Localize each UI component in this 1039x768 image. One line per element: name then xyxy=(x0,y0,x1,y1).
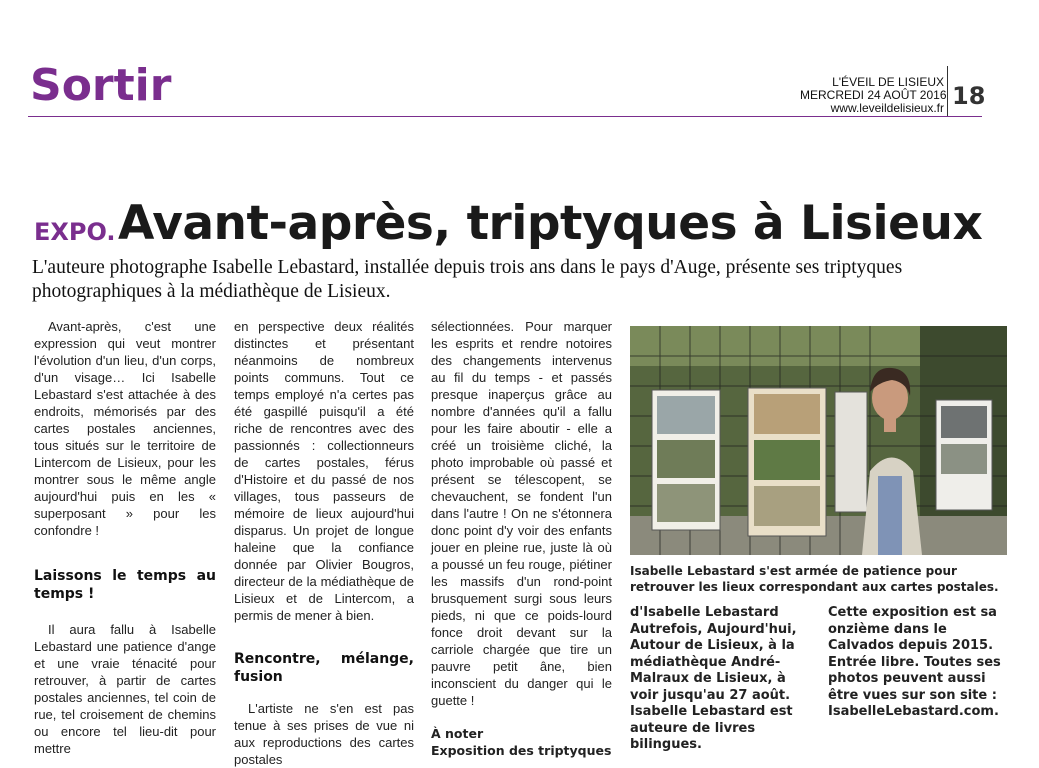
issue-date: MERCREDI 24 AOÛT 2016 xyxy=(800,88,947,102)
col5-text: Cette exposition est sa onzième dans le Calvados depuis 2015. Entrée libre. Toutes ses photos peuvent aussi être vues sur son site : IsabelleLebastard.com. xyxy=(828,605,1001,719)
article-headline: Avant-après, triptyques à Lisieux xyxy=(118,196,983,251)
newspaper-name: L'ÉVEIL DE LISIEUX xyxy=(832,75,944,89)
column-2 xyxy=(234,318,414,768)
photo-caption: Isabelle Lebastard s'est armée de patience pour retrouver les lieux correspondant aux cartes postales. xyxy=(630,564,999,594)
newspaper-meta xyxy=(800,75,947,115)
page-number: 18 xyxy=(952,82,986,110)
section-title: Sortir xyxy=(30,60,172,111)
col1-paragraph-1: Avant-après, c'est une expression qui veut montrer l'évolution d'un lieu, d'un corps, d'un visage… Ici Isabelle Lebastard s'est attachée à des endroits, mémorisés par des cartes postales anciennes, tous situés sur le territoire de Lintercom de Lisieux, pour les montrer sous le même angle aujourd'hui puis en les « superposant » pour les confondre ! xyxy=(34,319,216,538)
col4-text: d'Isabelle Lebastard Autrefois, Aujourd'hui, Autour de Lisieux, à la médiathèque André-Malraux de Lisieux, à voir jusqu'au 27 août. Isabelle Lebastard est auteure de livres bilingues. xyxy=(630,605,797,752)
col2-paragraph-2: L'artiste ne s'en est pas tenue à ses prises de vue ni aux reproductions des cartes postales xyxy=(234,701,414,767)
column-5 xyxy=(828,605,1006,721)
article-kicker: EXPO. xyxy=(34,218,116,246)
col3-paragraph-1: sélectionnées. Pour marquer les esprits et rendre notoires des changements intervenus au fil du temps - et passés presque inaperçus grâce au nombre d'années qu'il a fallu pour les faire aboutir - elle a créé un troisième cliché, la photo improbable où passé et présent se télescopent, se chevauchent, se fondent l'un dans l'autre ! On ne s'étonnera donc point d'y voir des enfants jouer en pleine rue, juste là où a poussé un feu rouge, piétiner les massifs d'un rond-point brusquement surgi sous leurs pieds, ni que ce poids-lourd fonce droit devant sur la carriole chargée que tire un pauvre petit âne, bien inconscient du danger qui le guette ! xyxy=(431,319,612,708)
website-link[interactable]: www.leveildelisieux.fr xyxy=(830,101,944,115)
column-3 xyxy=(431,318,612,759)
column-1 xyxy=(34,318,216,757)
header-divider xyxy=(947,66,948,116)
column-4 xyxy=(630,605,810,754)
subhead-temps: Laissons le temps au temps ! xyxy=(34,568,216,602)
photo-illustration xyxy=(630,326,1007,555)
subhead-rencontre: Rencontre, mélange, fusion xyxy=(234,651,414,685)
col1-paragraph-2: Il aura fallu à Isabelle Lebastard une patience d'ange et une vraie ténacité pour retrouver, à partir de cartes postales anciennes, tel coin de rue, tel croisement de chemins ou encore tel lieu-dit pour mettre xyxy=(34,622,216,756)
col2-paragraph-1: en perspective deux réalités distinctes et présentant néanmoins de nombreux points communs. Tout ce temps employé n'a certes pas été gaspillé puisqu'il a été riche de rencontres avec des passionnés : collectionneurs de cartes postales, férus d'Histoire et du passé de nos villages, tous passeurs de mémoire de lieux aujourd'hui disparus. Un projet de longue haleine que la confiance donnée par Olivier Bougros, directeur de la médiathèque de Lisieux et de Lintercom, a permis de mener à bien. xyxy=(234,319,414,623)
note-label: À noter xyxy=(431,726,484,741)
note-text: Exposition des triptyques xyxy=(431,743,612,758)
article-standfirst: L'auteure photographe Isabelle Lebastard, installée depuis trois ans dans le pays d'Auge, présente ses triptyques photographiques à la médiathèque de Lisieux. xyxy=(32,257,903,302)
header-rule xyxy=(28,116,982,117)
article-photo xyxy=(630,326,1007,555)
